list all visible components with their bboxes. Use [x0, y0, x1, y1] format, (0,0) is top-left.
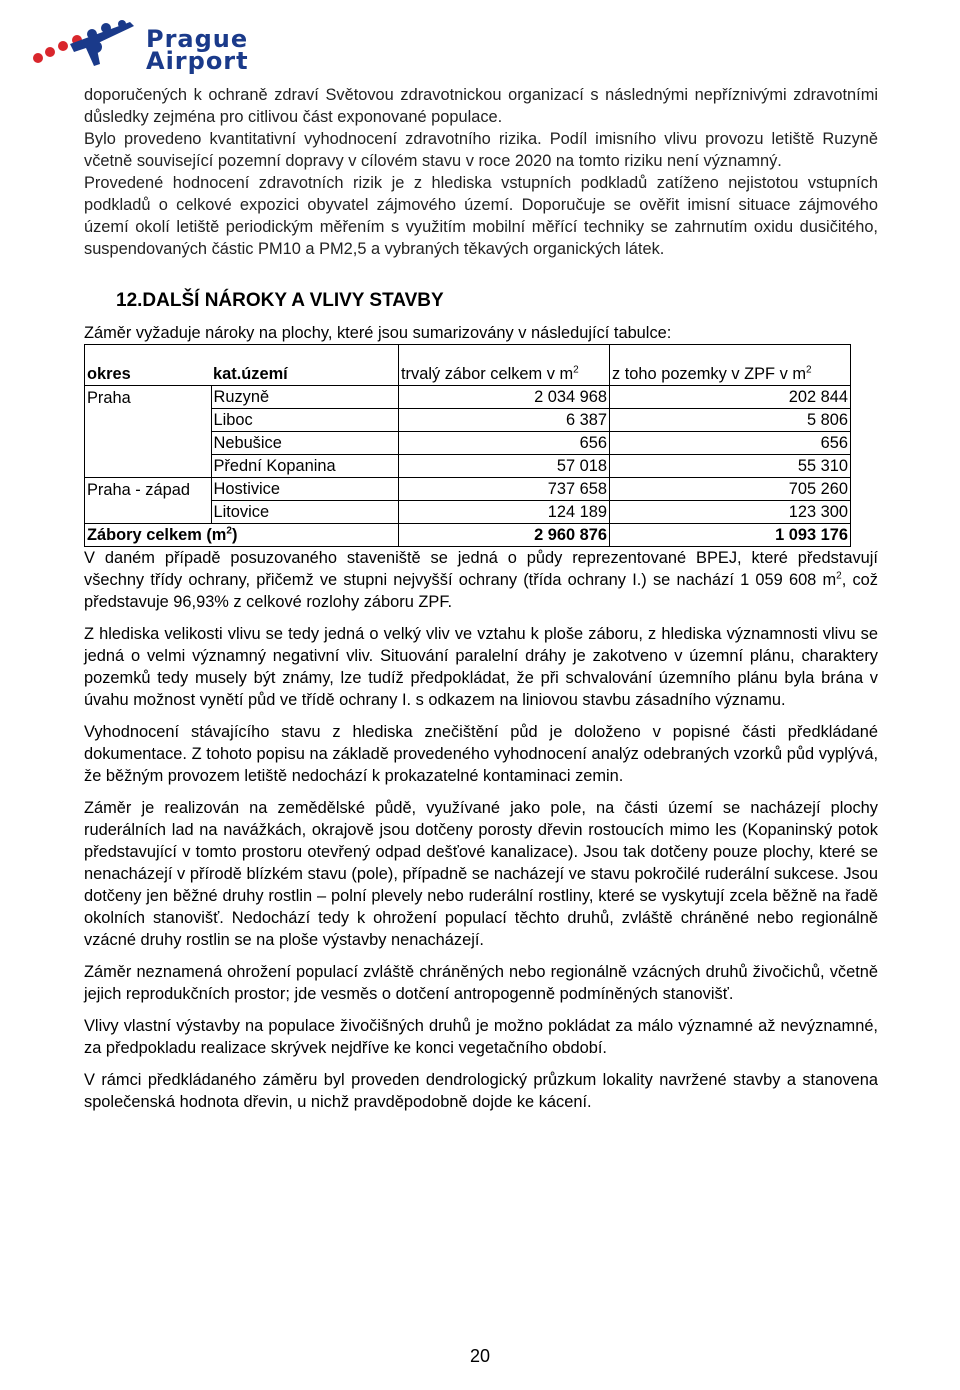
paragraph: doporučených k ochraně zdraví Světovou zdravotnickou organizací s následnými nepříznivými zdravotními důsledky zejména pro citlivou část exponované populace. — [84, 86, 878, 126]
aircraft-dots-logo-icon — [30, 14, 140, 74]
page-number: 20 — [469, 1346, 491, 1366]
total-zpf: 1 093 176 — [610, 524, 851, 547]
paragraph: Provedené hodnocení zdravotních rizik je z hlediska vstupních podkladů zatíženo nejistotou vstupních podkladů o celkové expozici obyvatel zájmového území. Doporučuje se ověřit imisní situace zájmového území okolí letiště periodickým měřením s využitím mobilní měřící techniky se zahrnutím oxidu dusičitého, suspendovaných částic PM10 a PM2,5 a vybraných těkavých organických látek. — [84, 174, 878, 258]
document-body — [84, 84, 878, 1113]
cell-kat-uzemi: Litovice — [211, 501, 399, 524]
header-trvaly-zabor: trvalý zábor celkem v $m^2$ — [399, 345, 610, 386]
header-okres: okres — [85, 345, 212, 386]
cell-kat-uzemi: Liboc — [211, 409, 399, 432]
cell-trvaly: 57 018 — [399, 455, 610, 478]
paragraph: V daném případě posuzovaného staveniště se jedná o půdy reprezentované BPEJ, které představují všechny třídy ochrany, přičemž ve stupni nejvyšší ochrany (třída ochrany I.) se nachází 1 059 608 $m^2$, což představuje 96,93% z celkové rozlohy záboru ZPF. — [84, 549, 878, 611]
section-title: DALŠÍ NÁROKY A VLIVY STAVBY — [142, 290, 444, 311]
logo-line-prague: Prague — [146, 25, 249, 53]
cell-okres — [85, 432, 212, 455]
logo-text — [146, 25, 249, 75]
cell-okres — [85, 409, 212, 432]
header-zpf: z toho pozemky v ZPF v $m^2$ — [610, 345, 851, 386]
table-row — [85, 501, 851, 524]
table-total-row — [85, 524, 851, 547]
table-row — [85, 409, 851, 432]
total-label: Zábory celkem $(m^2)$ — [85, 524, 399, 547]
cell-zpf: 202 844 — [610, 386, 851, 409]
table-row — [85, 455, 851, 478]
table-row — [85, 432, 851, 455]
total-trvaly: 2 960 876 — [399, 524, 610, 547]
cell-zpf: 55 310 — [610, 455, 851, 478]
paragraph: V rámci předkládaného záměru byl proveden dendrologický průzkum lokality navržené stavby a stanovena společenská hodnota dřevin, u nichž pravděpodobně dojde ke kácení. — [84, 1071, 878, 1111]
cell-kat-uzemi: Nebušice — [211, 432, 399, 455]
cell-zpf: 705 260 — [610, 478, 851, 501]
table-intro: Záměr vyžaduje nároky na plochy, které jsou sumarizovány v následující tabulce: — [84, 324, 672, 342]
cell-zpf: 5 806 — [610, 409, 851, 432]
cell-okres — [85, 501, 212, 524]
paragraph: Vlivy vlastní výstavby na populace živočišných druhů je možno pokládat za málo významné až nevýznamné, za předpokladu realizace skrývek nejdříve ke konci vegetačního období. — [84, 1017, 878, 1057]
cell-okres: Praha - západ — [85, 478, 212, 501]
cell-zpf: 656 — [610, 432, 851, 455]
paragraph: Záměr neznamená ohrožení populací zvláště chráněných nebo regionálně vzácných druhů živočichů, včetně jejich reprodukčních prostor; jde vesměs o dotčení antropogenně podmíněných stanovišť. — [84, 963, 878, 1003]
paragraph: Vyhodnocení stávajícího stavu z hlediska znečištění půd je doloženo v popisné části předkládané dokumentace. Z tohoto popisu na základě provedeného vyhodnocení analýz odebraných vzorků půd vyplývá, že běžným provozem letiště nedochází k prokazatelné kontaminaci zemin. — [84, 723, 878, 785]
cell-trvaly: 6 387 — [399, 409, 610, 432]
table-row — [85, 478, 851, 501]
cell-kat-uzemi: Přední Kopanina — [211, 455, 399, 478]
cell-trvaly: 656 — [399, 432, 610, 455]
paragraph: Z hlediska velikosti vlivu se tedy jedná o velký vliv ve vztahu k ploše záboru, z hlediska významnosti vlivu se jedná o velmi významný negativní vliv. Situování paralelní dráhy je zakotveno v územní plánu, charaktery pozemků tedy musely být známy, lze tudíž předpokládat, že při schvalování územního plánu byla brána v úvahu možnost vynětí půd ve třídě ochrany I. s odkazem na liniovou stavbu zásadního významu. — [84, 625, 878, 709]
cell-trvaly: 737 658 — [399, 478, 610, 501]
cell-kat-uzemi: Ruzyně — [211, 386, 399, 409]
paragraph: Záměr je realizován na zemědělské půdě, využívané jako pole, na části území se nacházejí plochy ruderálních lad na navážkách, okrajově jsou dotčeny porosty dřevin rostoucích mimo les (Kopaninský potok představující v tomto prostoru otevřený odpad dešťové kanalizace). Jsou tak dotčeny pouze plochy, které se nenacházejí v přírodě blízkém stavu (pole), případně se nacházejí ve stavu pokročilé ruderální sukcese. Jsou dotčeny jen běžné druhy rostlin – polní plevely nebo ruderální rostliny, které se vyskytují zcela běžně na řadě okolních stanovišť. Nedochází tedy k ohrožení populací těchto druhů, zvláště chráněné nebo regionálně vzácné druhy rostlin se na ploše výstavby nenacházejí. — [84, 799, 878, 949]
table-header-row — [85, 345, 851, 386]
cell-trvaly: 2 034 968 — [399, 386, 610, 409]
cell-okres: Praha — [85, 386, 212, 409]
cell-trvaly: 124 189 — [399, 501, 610, 524]
section-heading — [116, 288, 878, 314]
logo-line-airport: Airport — [146, 47, 249, 75]
cell-kat-uzemi: Hostivice — [211, 478, 399, 501]
table-row — [85, 386, 851, 409]
prague-airport-logo — [30, 14, 270, 74]
section-number: 12. — [116, 290, 143, 311]
paragraph: Bylo provedeno kvantitativní vyhodnocení zdravotního rizika. Podíl imisního vlivu provozu letiště Ruzyně včetně související pozemní dopravy v cílovém stavu v roce 2020 na tomto riziku není významný. — [84, 130, 878, 170]
cell-zpf: 123 300 — [610, 501, 851, 524]
header-kat-uzemi: kat.území — [211, 345, 399, 386]
land-use-table — [84, 344, 851, 547]
cell-okres — [85, 455, 212, 478]
